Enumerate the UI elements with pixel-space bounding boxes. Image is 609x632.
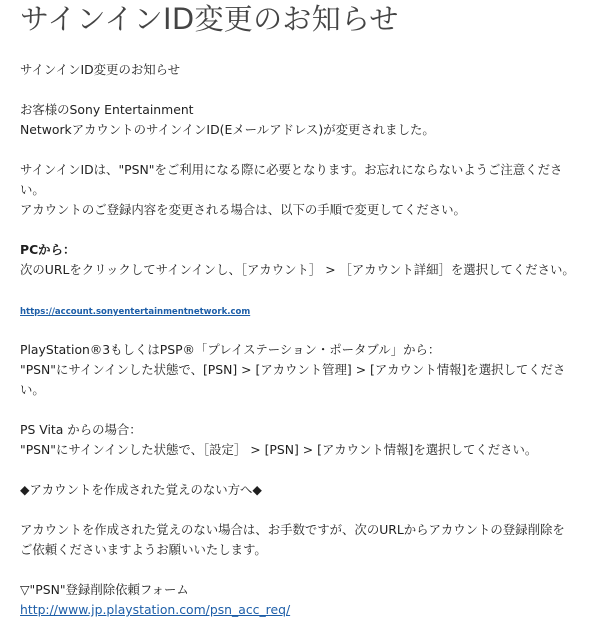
- deletion-form-link[interactable]: http://www.jp.playstation.com/psn_acc_req/: [20, 602, 291, 617]
- account-link[interactable]: https://account.sonyentertainmentnetwork.com: [20, 307, 251, 317]
- usage-line: サインインIDは、"PSN"をご利用になる際に必要となります。お忘れにならないようご注意くださ: [20, 162, 563, 177]
- intro-text: サインインID変更のお知らせ: [20, 62, 181, 77]
- greeting-line: NetworkアカウントのサインインID(Eメールアドレス)が変更されました。: [20, 122, 435, 137]
- pc-heading: PCから：: [20, 242, 76, 257]
- unknown-line: アカウントを作成された覚えのない場合は、お手数ですが、次のURLからアカウントの登録削除を: [20, 522, 565, 537]
- pc-instruction: 次のURLをクリックしてサインインし、［アカウント］ > ［アカウント詳細］を選択してください。: [20, 262, 575, 277]
- usage-line: い。: [20, 182, 45, 197]
- vita-heading: PS Vita からの場合：: [20, 422, 142, 437]
- usage-line: アカウントのご登録内容を変更される場合は、以下の手順で変更してください。: [20, 202, 466, 217]
- ps3-line: い。: [20, 382, 45, 397]
- ps3-line: "PSN"にサインインした状態で、[PSN] > [アカウント管理] > [アカウント情報]を選択してくださ: [20, 362, 566, 377]
- vita-instruction: "PSN"にサインインした状態で、［設定］ > [PSN] > [アカウント情報]を選択してください。: [20, 442, 538, 457]
- ps3-line: PlayStation®3もしくはPSP®「プレイステーション・ポータブル」から：: [20, 342, 441, 357]
- email-title: サインインID変更のお知らせ: [20, 2, 399, 36]
- email-body: [20, 60, 596, 620]
- greeting-line: お客様のSony Entertainment: [20, 102, 194, 117]
- form-label: ▽"PSN"登録削除依頼フォーム: [20, 582, 189, 597]
- unknown-line: ご依頼くださいますようお願いいたします。: [20, 542, 267, 557]
- unknown-heading: ◆アカウントを作成された覚えのない方へ◆: [20, 482, 262, 497]
